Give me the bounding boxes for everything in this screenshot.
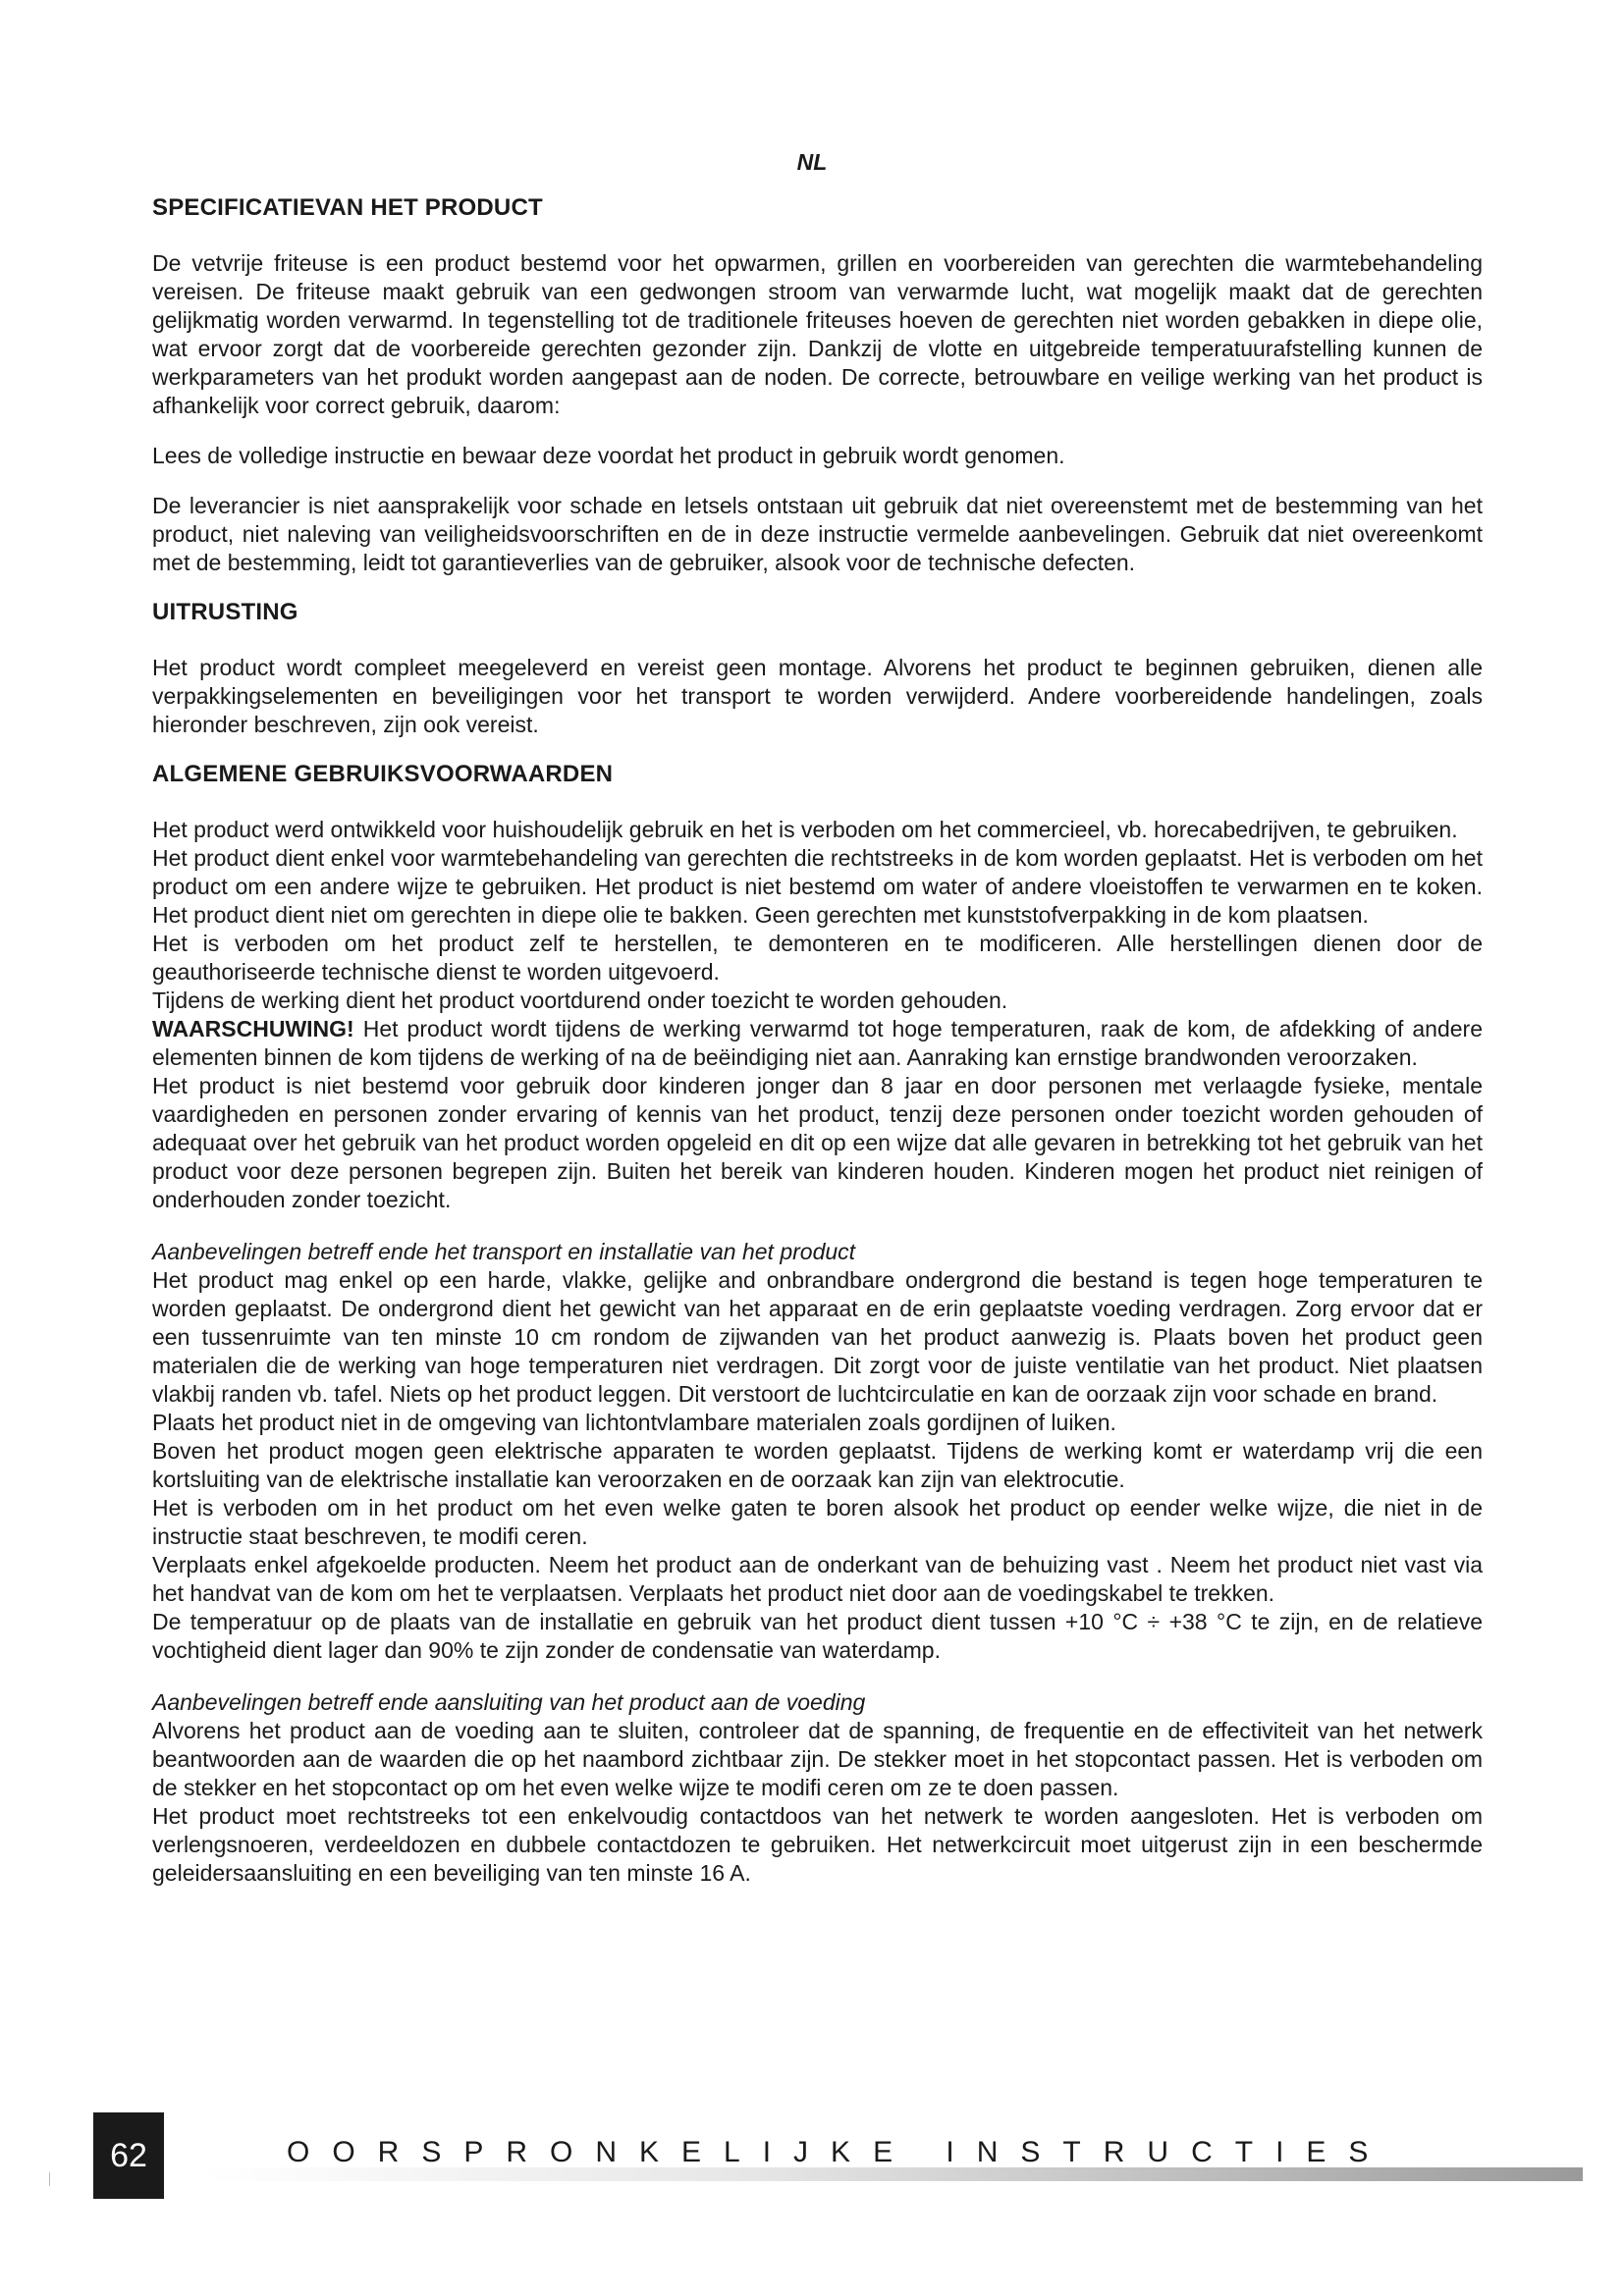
power-paragraph-1: Alvorens het product aan de voeding aan te sluiten, controleer dat de spanning, de frequentie en de effectiviteit van het netwerk beantwoorden aan de waarden die op het naambord zichtbaar zijn. De stekker moet in het stopcontact passen. Het is verboden om de stekker en het stopcontact op om het even welke wijze te modifi ceren om ze te doen passen. xyxy=(152,1718,1483,1800)
warning-text: Het product wordt tijdens de werking verwarmd tot hoge temperaturen, raak de kom, de afdekking of andere elementen binnen de kom tijdens de werking of na de beëindiging niet aan. Aanraking kan ernstige brandwonden veroorzaken. xyxy=(152,1016,1483,1070)
spec-paragraph-2: Lees de volledige instructie en bewaar deze voordat het product in gebruik wordt genomen. xyxy=(152,443,1065,468)
section-title-equipment: UITRUSTING xyxy=(152,599,298,625)
transport-paragraph-2: Plaats het product niet in de omgeving van lichtontvlambare materialen zoals gordijnen of luiken. xyxy=(152,1410,1116,1435)
conditions-paragraph-6: Het product is niet bestemd voor gebruik door kinderen jonger dan 8 jaar en door personen met verlaagde fysieke, mentale vaardigheden en personen zonder ervaring of kennis van het product, tenzij deze personen onder toezicht worden gehouden of adequaat over het gebruik van het product worden opgeleid en dit op een wijze dat alle gevaren in betrekking tot het gebruik van het product voor deze personen begrepen zijn. Buiten het bereik van kinderen houden. Kinderen mogen het product niet reinigen of onderhouden zonder toezicht. xyxy=(152,1073,1483,1212)
subsection-title-power: Aanbevelingen betreff ende aansluiting van het product aan de voeding xyxy=(152,1689,866,1715)
footer-tick xyxy=(49,2172,50,2186)
transport-paragraph-3: Boven het product mogen geen elektrische apparaten te worden geplaatst. Tijdens de werking komt er waterdamp vrij die een kortsluiting van de elektrische installatie kan veroorzaken en de oorzaak kan zijn van elektrocutie. xyxy=(152,1438,1483,1492)
conditions-warning xyxy=(152,1015,1483,1072)
conditions-paragraph-1: Het product werd ontwikkeld voor huishoudelijk gebruik en het is verboden om het commercieel, vb. horecabedrijven, te gebruiken. xyxy=(152,817,1458,842)
transport-paragraph-1: Het product mag enkel op een harde, vlakke, gelijke and onbrandbare ondergrond die bestand is tegen hoge temperaturen te worden geplaatst. De ondergrond dient het gewicht van het apparaat en de erin geplaatste voeding verdragen. Zorg ervoor dat er een tussenruimte van ten minste 10 cm rondom de zijwanden van het product aanwezig is. Plaats boven het product geen materialen die de werking van hoge temperaturen niet verdragen. Dit zorgt voor de juiste ventilatie van het product. Niet plaatsen vlakbij randen vb. tafel. Niets op het product leggen. Dit verstoort de luchtcirculatie en kan de oorzaak zijn voor schade en brand. xyxy=(152,1267,1483,1407)
document-body xyxy=(152,194,1483,1911)
footer-bar xyxy=(201,2167,1583,2181)
subsection-title-transport: Aanbevelingen betreff ende het transport en installatie van het product xyxy=(152,1239,856,1264)
transport-paragraph-5: Verplaats enkel afgekoelde producten. Neem het product aan de onderkant van de behuizing vast . Neem het product niet vast via het handvat van de kom om het te verplaatsen. Verplaats het product niet door aan de voedingskabel te trekken. xyxy=(152,1552,1483,1606)
conditions-paragraph-2: Het product dient enkel voor warmtebehandeling van gerechten die rechtstreeks in de kom worden geplaatst. Het is verboden om het product om een andere wijze te gebruiken. Het product is niet bestemd om water of andere vloeistoffen te verwarmen en te koken. Het product dient niet om gerechten in diepe olie te bakken. Geen gerechten met kunststofverpakking in de kom plaatsen. xyxy=(152,845,1483,928)
conditions-paragraph-4: Tijdens de werking dient het product voortdurend onder toezicht te worden gehouden. xyxy=(152,988,1008,1013)
equipment-paragraph-1: Het product wordt compleet meegeleverd en vereist geen montage. Alvorens het product te beginnen gebruiken, dienen alle verpakkingselementen en beveiligingen voor het transport te worden verwijderd. Andere voorbereidende handelingen, zoals hieronder beschreven, zijn ook vereist. xyxy=(152,655,1483,737)
transport-paragraph-6: De temperatuur op de plaats van de installatie en gebruik van het product dient tussen +10 °C ÷ +38 °C te zijn, en de relatieve vochtigheid dient lager dan 90% te zijn zonder de condensatie van waterdamp. xyxy=(152,1609,1483,1663)
spec-paragraph-1: De vetvrije friteuse is een product bestemd voor het opwarmen, grillen en voorbereiden van gerechten die warmtebehandeling vereisen. De friteuse maakt gebruik van een gedwongen stroom van verwarmde lucht, wat mogelijk maakt dat de gerechten gelijkmatig worden verwarmd. In tegenstelling tot de traditionele friteuses hoeven de gerechten niet worden gebakken in diepe olie, wat ervoor zorgt dat de voorbereide gerechten gezonder zijn. Dankzij de vlotte en uitgebreide temperatuurafstelling kunnen de werkparameters van het produkt worden aangepast aan de noden. De correcte, betrouwbare en veilige werking van het product is afhankelijk voor correct gebruik, daarom: xyxy=(152,250,1483,418)
footer-title: OORSPRONKELIJKE INSTRUCTIES xyxy=(287,2136,1391,2168)
power-paragraph-2: Het product moet rechtstreeks tot een enkelvoudig contactdoos van het netwerk te worden aangesloten. Het is verboden om verlengsnoeren, verdeeldozen en dubbele contactdozen te gebruiken. Het netwerkcircuit moet uitgerust zijn in een beschermde geleidersaansluiting en een beveiliging van ten minste 16 A. xyxy=(152,1803,1483,1886)
power-block xyxy=(152,1717,1483,1888)
section-title-conditions: ALGEMENE GEBRUIKSVOORWAARDEN xyxy=(152,761,614,787)
spec-paragraph-3: De leverancier is niet aansprakelijk voor schade en letsels ontstaan uit gebruik dat niet overeenstemt met de bestemming van het product, niet naleving van veiligheidsvoorschriften en de in deze instructie vermelde aanbevelingen. Gebruik dat niet overeenkomt met de bestemming, leidt tot garantieverlies van de gebruiker, alsook voor de technische defecten. xyxy=(152,493,1483,575)
warning-label: WAARSCHUWING! xyxy=(152,1016,354,1041)
page-number: 62 xyxy=(93,2112,164,2199)
transport-block xyxy=(152,1266,1483,1665)
transport-paragraph-4: Het is verboden om in het product om het even welke gaten te boren alsook het product op eender welke wijze, die niet in de instructie staat beschreven, te modifi ceren. xyxy=(152,1495,1483,1549)
language-label: NL xyxy=(796,149,828,175)
conditions-block xyxy=(152,816,1483,1214)
conditions-paragraph-3: Het is verboden om het product zelf te herstellen, te demonteren en te modificeren. Alle herstellingen dienen door de geauthoriseerde technische dienst te worden uitgevoerd. xyxy=(152,931,1483,985)
section-title-spec: SPECIFICATIEVAN HET PRODUCT xyxy=(152,194,543,221)
